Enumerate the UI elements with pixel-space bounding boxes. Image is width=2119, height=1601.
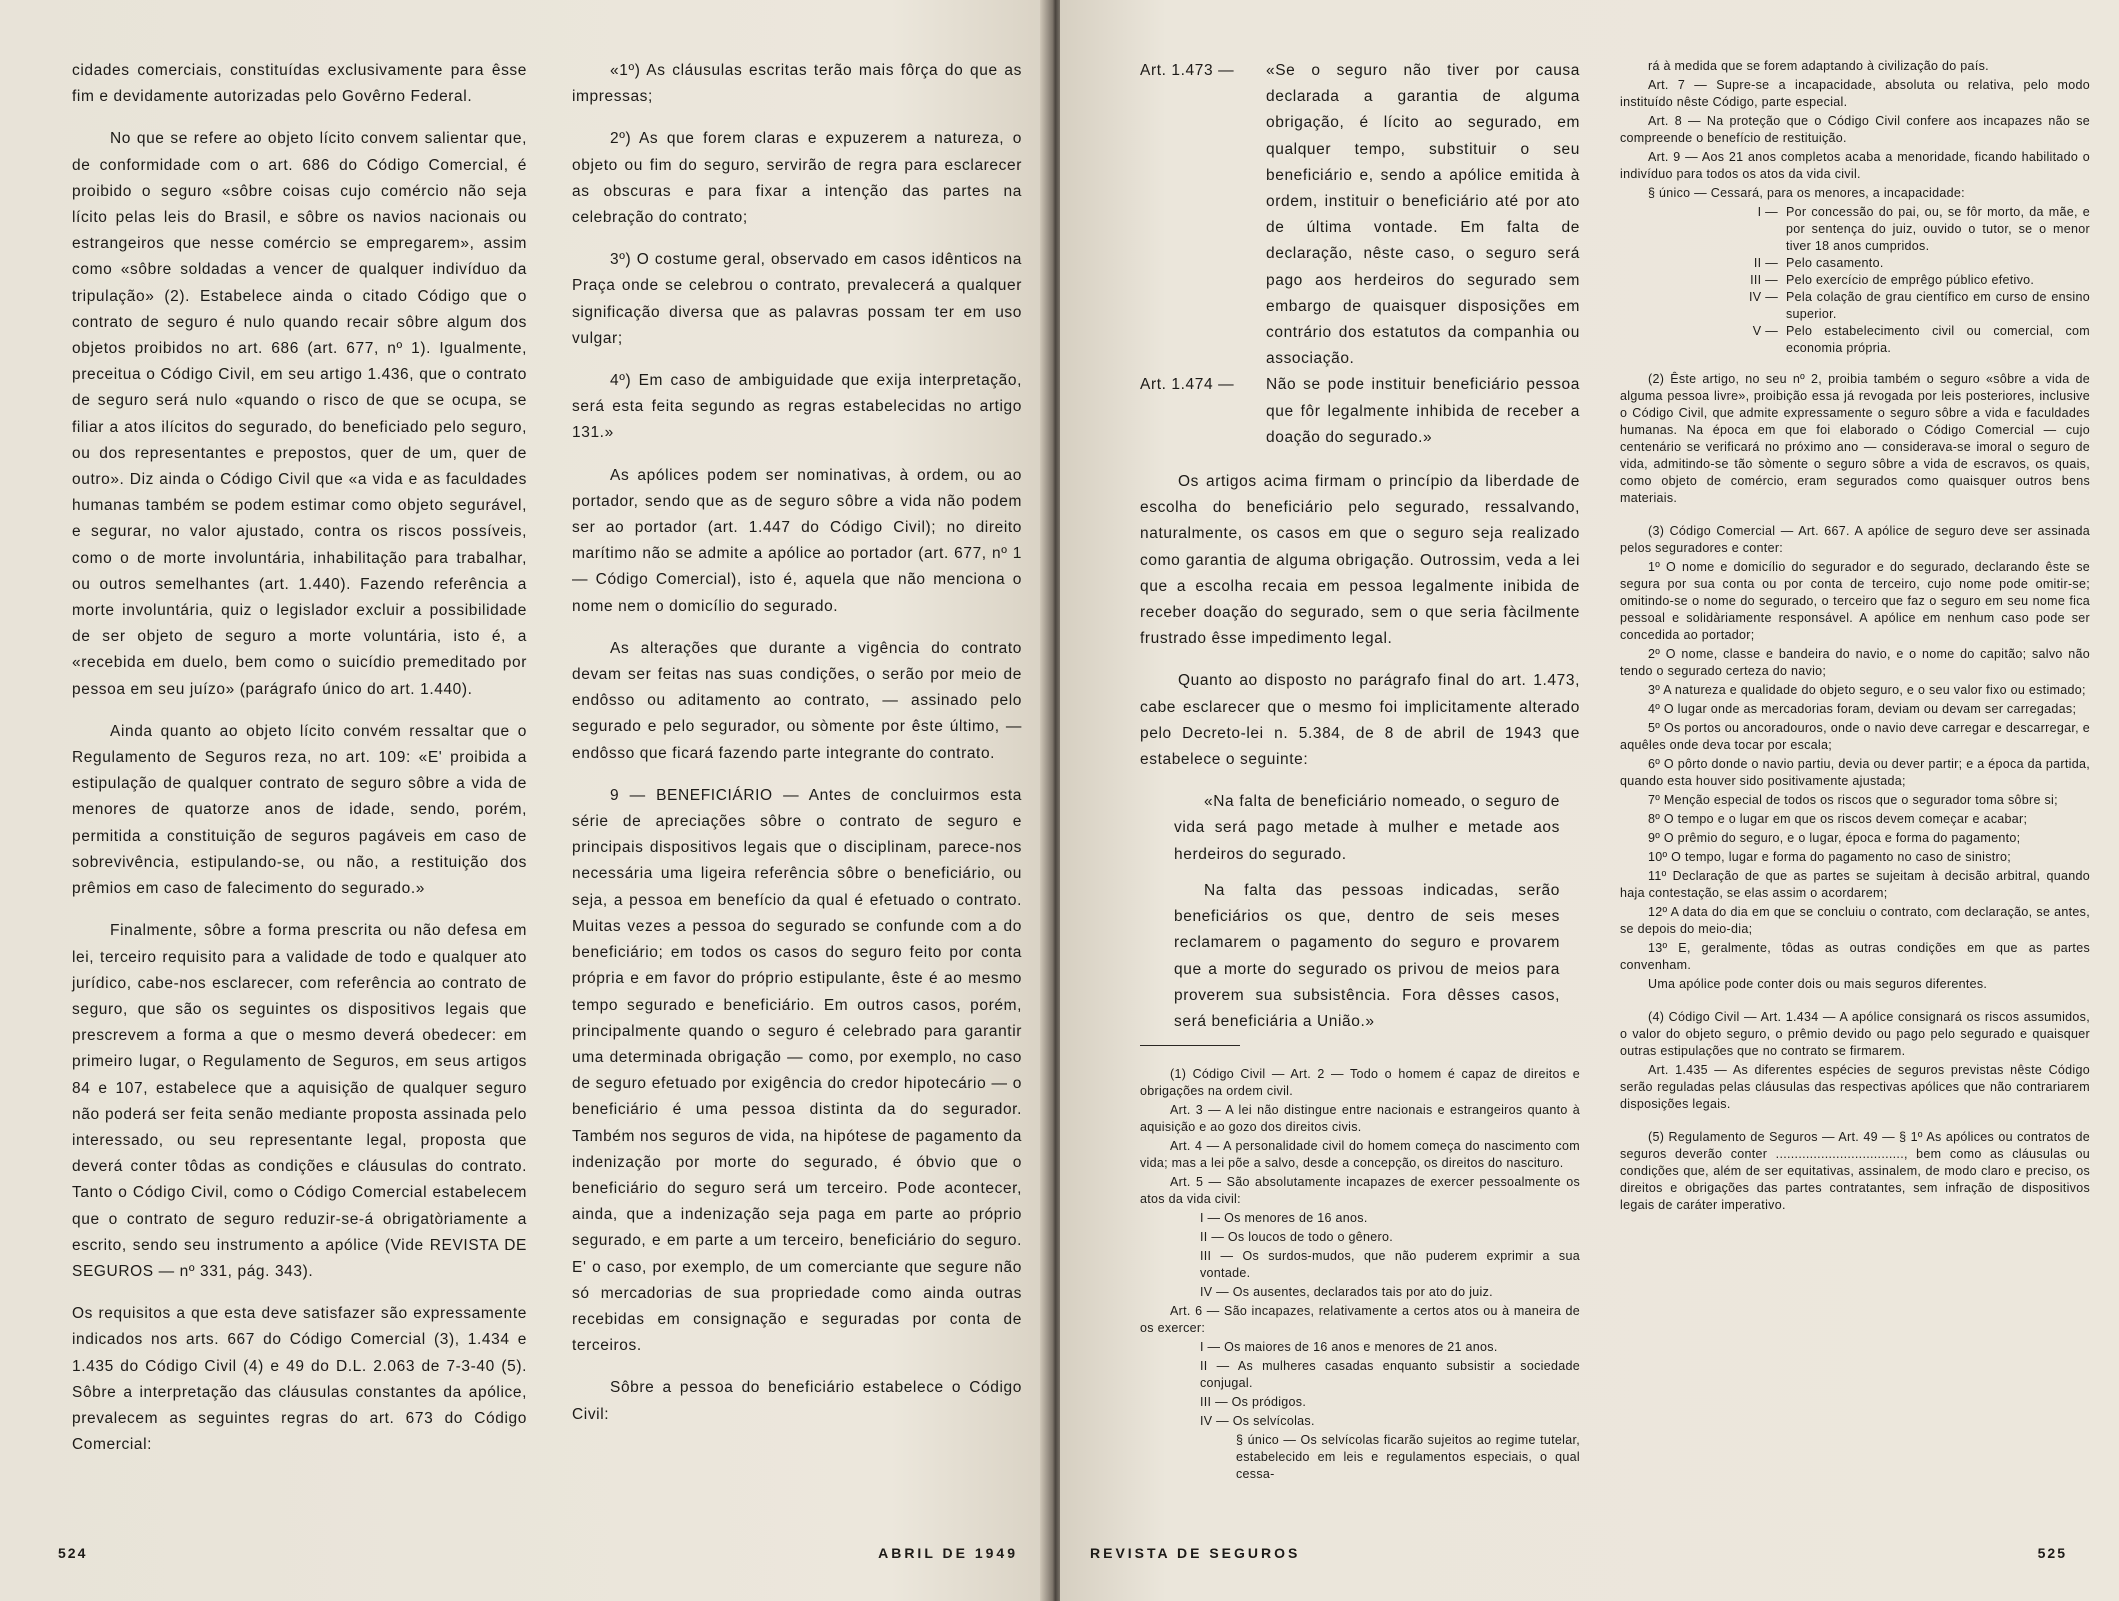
footnote-line: (3) Código Comercial — Art. 667. A apólice de seguro deve ser assinada pelos seguradores e conter: — [1620, 524, 2090, 555]
left-page — [0, 0, 1048, 1601]
footnote-line: § único — Os selvícolas ficarão sujeitos ao regime tutelar, estabelecido em leis e regulamentos especiais, o qual cessa- — [1236, 1433, 1580, 1482]
paragraph: Quanto ao disposto no parágrafo final do art. 1.473, cabe esclarecer que o mesmo foi implicitamente alterado pelo Decreto-lei n. 5.384, de 8 de abril de 1943 que estabelece o seguinte: — [1140, 672, 1580, 769]
footnote-line: (2) Êste artigo, no seu nº 2, proibia também o seguro «sôbre a vida de alguma pessoa livre», proibição essa já revogada por leis posteriores, inclusive o Código Civil, que admite expressamente o seguro sôbre a vida e faculdades humanas. Na época em que foi elaborado o Código Comercial — cujo centenário se verificará no próximo ano — considerava-se imoral o seguro de vida, admitindo-se tão sòmente o seguro sôbre a vida de escravos, os quais, como objeto de comércio, eram segurados como quaisquer outros bens materiais. — [1620, 372, 2090, 505]
paragraph: Ainda quanto ao objeto lícito convém ressaltar que o Regulamento de Seguros reza, no art. 109: «E' proibida a estipulação de qualquer contrato de seguro sôbre a vida de menores de quatorze anos de idade, sendo, porém, permitida a constituição de seguros pagáveis em caso de sobrevivência, estipulando-se, ou não, a restituição dos prêmios em caso de falecimento do segurado.» — [72, 722, 527, 898]
right-column-2-footnotes — [1620, 58, 2090, 1216]
list-item: III — Os surdos-mudos, que não puderem exprimir a sua vontade. — [1200, 1249, 1580, 1281]
footnote-line: 1º O nome e domicílio do segurador e do segurado, declarando êste se segura por sua conta ou por conta de terceiro, cujo nome pode omitir-se; omitindo-se o nome do segurado, o terceiro que faz o seguro em seu nome fica pessoal e solidàriamente responsável. A apólice em nenhum caso pode ser concedida ao portador; — [1620, 560, 2090, 642]
footnote-line: 10º O tempo, lugar e forma do pagamento no caso de sinistro; — [1648, 850, 2012, 864]
footnote-line: 5º Os portos ou ancoradouros, onde o navio deve carregar e descarregar, e aquêles onde deva tocar por escala; — [1620, 721, 2090, 752]
footnote-line: 7º Menção especial de todos os riscos que o segurador toma sôbre si; — [1648, 793, 2058, 807]
footnote-line: Art. 4 — A personalidade civil do homem começa do nascimento com vida; mas a lei põe a salvo, desde a concepção, os direitos do nascituro. — [1140, 1139, 1580, 1171]
list-item — [1738, 255, 2090, 272]
footnote-line: Uma apólice pode conter dois ou mais seguros diferentes. — [1648, 977, 1988, 991]
list-item — [1738, 289, 2090, 323]
left-column-1 — [72, 58, 527, 1474]
list-item: IV — Os selvícolas. — [1200, 1414, 1315, 1429]
page-number-left: 524 — [58, 1545, 88, 1561]
footnote-line: 4º O lugar onde as mercadorias foram, deviam ou devam ser carregadas; — [1648, 702, 2077, 716]
spacer — [1620, 509, 2090, 523]
quote-paragraph: Na falta das pessoas indicadas, serão beneficiários os que, dentro de seis meses reclamarem o pagamento do seguro e provarem que a morte do segurado os privou de meios para proverem sua subsistência. Fora dêsses casos, será beneficiária a União.» — [1174, 881, 1560, 1030]
footnote-separator — [1140, 1045, 1240, 1046]
footnote-line: 6º O pôrto donde o navio partiu, devia ou dever partir; e a época da partida, quando esta houver sido positivamente ajustada; — [1620, 757, 2090, 788]
footnote-line: Art. 6 — São incapazes, relativamente a certos atos ou à maneira de os exercer: — [1140, 1304, 1580, 1336]
paragraph: Finalmente, sôbre a forma prescrita ou não defesa em lei, terceiro requisito para a validade de todo e qualquer ato jurídico, cabe-nos esclarecer, com referência ao contrato de seguro, que são os seguintes os dispositivos legais que prescrevem a forma a que o mesmo deverá obedecer: em primeiro lugar, o Regulamento de Seguros, em seus artigos 84 e 107, estabelece que a aquisição de qualquer seguro não poderá ser feita senão mediante proposta assinada pelo interessado, ou seu representante legal, proposta que deverá conter tôdas as condições e cláusulas do contrato. Tanto o Código Civil, como o Código Comercial estabelecem que o contrato de seguro reduzir-se-á obrigatòriamente a escrito, sendo seu instrumento a apólice (Vide REVISTA DE SEGUROS — nº 331, pág. 343). — [72, 922, 527, 1280]
list-item: II — As mulheres casadas enquanto subsistir a sociedade conjugal. — [1200, 1359, 1580, 1391]
list-item: IV — Os ausentes, declarados tais por ato do juiz. — [1200, 1285, 1493, 1300]
paragraph: Sôbre a pessoa do beneficiário estabelece o Código Civil: — [572, 1379, 1022, 1423]
article-text: Não se pode instituir beneficiário pessoa que fôr legalmente inhibida de receber a doação do segurado.» — [1266, 376, 1580, 446]
right-column-1 — [1140, 58, 1580, 1485]
item-number: I — — [1757, 205, 1778, 219]
footnote-line: Art. 8 — Na proteção que o Código Civil confere aos incapazes não se compreende o benefício de restituição. — [1620, 114, 2090, 145]
item-text: Pela colação de grau científico em curso de ensino superior. — [1786, 290, 2090, 321]
footnote-line: 2º O nome, classe e bandeira do navio, e o nome do capitão; salvo não tendo o segurado certeza do navio; — [1620, 647, 2090, 678]
paragraph: 9 — BENEFICIÁRIO — Antes de concluirmos esta série de apreciações sôbre o contrato de seguro e principais dispositivos legais que o disciplinam, parece-nos necessária uma ligeira referência sôbre o beneficiário, ou seja, a pessoa em benefício da qual é efetuado o contrato. Muitas vezes a pessoa do segurado se confunde com a do beneficiário; em todos os casos do seguro feito por conta própria e em favor do próprio estipulante, êste é ao mesmo tempo segurado e beneficiário. Em outros casos, porém, principalmente quando o seguro é celebrado para garantir uma determinada obrigação — como, por exemplo, no caso de seguro efetuado por exigência do credor hipotecário — o beneficiário é uma pessoa distinta da do segurador. Também nos seguros de vida, na hipótese de pagamento da indenização por morte do segurado, é óbvio que o beneficiário do seguro será um terceiro. Pode acontecer, ainda, que a indenização seja paga em parte ao próprio segurado, e em parte a um terceiro, beneficiário do seguro. E' o caso, por exemplo, de um comerciante que segure não só mercadorias de sua propriedade como ainda outras recebidas em consignação e seguradas por conta de terceiros. — [572, 786, 1022, 1355]
paragraph: 3º) O costume geral, observado em casos idênticos na Praça onde se celebrou o contrato, prevalecerá a qualquer significação diversa que as palavras possam ter em uso vulgar; — [572, 251, 1022, 347]
footnote-line: 8º O tempo e o lugar em que os riscos devem começar e acabar; — [1648, 812, 2028, 826]
left-column-2 — [572, 58, 1022, 1444]
footnote-line: 12º A data do dia em que se concluiu o contrato, com declaração, se antes, se depois do meio-dia; — [1620, 905, 2090, 936]
footnote-line: Art. 3 — A lei não distingue entre nacionais e estrangeiros quanto à aquisição e ao gozo dos direitos civis. — [1140, 1103, 1580, 1135]
list-item — [1738, 204, 2090, 255]
paragraph: Os artigos acima firmam o princípio da liberdade de escolha do beneficiário pelo segurado, ressalvando, naturalmente, os casos em que o seguro seja realizado como garantia de alguma obrigação. Outrossim, veda a lei que a escolha recaia em pessoa legalmente inibida de receber doação do segurado, sem o que seria fàcilmente frustrado êsse impedimento legal. — [1140, 473, 1580, 648]
list-item: I — Os maiores de 16 anos e menores de 21 anos. — [1200, 1340, 1498, 1355]
paragraph: «1º) As cláusulas escritas terão mais fôrça do que as impressas; — [572, 62, 1022, 106]
footnote-1 — [1140, 1066, 1580, 1483]
paragraph: No que se refere ao objeto lícito convem salientar que, de conformidade com o art. 686 do Código Comercial, é proibido o seguro «sôbre coisas cujo comércio não seja lícito pelas leis do Brasil, e sôbre os navios nacionais ou estrangeiros que nesse comércio se empregarem», assim como «sôbre soldadas a vencer de qualquer indivíduo da tripulação» (2). Estabelece ainda o citado Código que o contrato de seguro é nulo quando recair sôbre algum dos objetos proibidos no art. 686 (art. 677, nº 1). Igualmente, preceitua o Código Civil, em seu artigo 1.436, que o contrato de seguro será nulo «quando o risco de que se ocupa, se filiar a atos ilícitos do segurado, do beneficiado pelo seguro, ou dos representantes e prepostos, quer de um, quer de outro». Diz ainda o Código Civil que «a vida e as faculdades humanas também se podem estimar como objeto segurável, e segurar, no valor ajustado, contra os riscos possíveis, como o de morte involuntária, inhabilitação para trabalhar, ou outros semelhantes (art. 1.440). Fazendo referência a morte involuntária, quiz o legislador excluir a possibilidade de ser objeto de seguro a morte voluntária, isto é, a «recebida em duelo, bem como o suicídio premeditado por pessoa em seu juízo» (parágrafo único do art. 1.440). — [72, 130, 527, 698]
footnote-line: 3º A natureza e qualidade do objeto seguro, e o seu valor fixo ou estimado; — [1648, 683, 2086, 697]
page-number-right: 525 — [2037, 1545, 2067, 1561]
item-text: Por concessão do pai, ou, se fôr morto, da mãe, e por sentença do juiz, ouvido o tutor, se o menor tiver 18 anos cumpridos. — [1786, 205, 2090, 253]
list-item: III — Os pródigos. — [1200, 1395, 1307, 1410]
list-item: II — Os loucos de todo o gênero. — [1200, 1230, 1394, 1245]
footnote-line: 13º E, geralmente, tôdas as outras condições em que as partes convenham. — [1620, 941, 2090, 972]
article-label: Art. 1.474 — — [1140, 376, 1235, 394]
paragraph: 4º) Em caso de ambiguidade que exija interpretação, será esta feita segundo as regras estabelecidas no artigo 131.» — [572, 372, 1022, 442]
article-1474 — [1140, 372, 1580, 451]
block-quote — [1174, 789, 1560, 1035]
list-item — [1738, 323, 2090, 357]
paragraph: cidades comerciais, constituídas exclusivamente para êsse fim e devidamente autorizadas pelo Govêrno Federal. — [72, 62, 527, 106]
item-number: II — — [1753, 256, 1778, 270]
footnote-line: Art. 9 — Aos 21 anos completos acaba a menoridade, ficando habilitado o indivíduo para todos os atos da vida civil. — [1620, 150, 2090, 181]
right-page — [1060, 0, 2119, 1601]
spacer — [1620, 995, 2090, 1009]
spacer — [1620, 1115, 2090, 1129]
footnote-line: § único — Cessará, para os menores, a incapacidade: — [1648, 186, 1965, 200]
paragraph: 2º) As que forem claras e expuzerem a natureza, o objeto ou fim do seguro, servirão de regra para esclarecer as obscuras e para fixar a intenção das partes na celebração do contrato; — [572, 130, 1022, 227]
item-number: V — — [1752, 324, 1778, 338]
footnote-line: (5) Regulamento de Seguros — Art. 49 — § 1º As apólices ou contratos de seguros deverão conter .................................., bem como as cláusulas ou condições que, além de ser equitativas, assinalem, de modo claro e preciso, os direitos e obrigações das partes contratantes, sem infração de dispositivos legais de caráter imperativo. — [1620, 1130, 2090, 1212]
paragraph: Os requisitos a que esta deve satisfazer são expressamente indicados nos arts. 667 do Código Comercial (3), 1.434 e 1.435 do Código Civil (4) e 49 do D.L. 2.063 de 7-3-40 (5). Sôbre a interpretação das cláusulas constantes da apólice, prevalecem as seguintes regras do art. 673 do Código Comercial: — [72, 1305, 527, 1454]
list-item — [1738, 272, 2090, 289]
article-1473 — [1140, 58, 1580, 372]
footnote-line: (4) Código Civil — Art. 1.434 — A apólice consignará os riscos assumidos, o valor do objeto seguro, o prêmio devido ou pago pelo segurado e quaisquer outras estipulações que no contrato se firmarem. — [1620, 1010, 2090, 1058]
footnote-line: Art. 5 — São absolutamente incapazes de exercer pessoalmente os atos da vida civil: — [1140, 1175, 1580, 1207]
issue-date: ABRIL DE 1949 — [878, 1545, 1018, 1561]
footnote-line: (1) Código Civil — Art. 2 — Todo o homem é capaz de direitos e obrigações na ordem civil. — [1140, 1067, 1580, 1099]
footnote-line: Art. 1.435 — As diferentes espécies de seguros previstas nêste Código serão reguladas pelas cláusulas das respectivas apólices que não contrariarem disposições legais. — [1620, 1063, 2090, 1111]
journal-title: REVISTA DE SEGUROS — [1090, 1545, 1301, 1561]
spacer — [1620, 357, 2090, 371]
item-text: Pelo casamento. — [1786, 256, 1884, 270]
item-number: III — — [1750, 273, 1778, 287]
footnote-line: rá à medida que se forem adaptando à civilização do país. — [1648, 59, 1989, 73]
footnote-line: 11º Declaração de que as partes se sujeitam à decisão arbitral, quando haja contestação, se elas assim o acordarem; — [1620, 869, 2090, 900]
footnote-line: 9º O prêmio do seguro, e o lugar, época e forma do pagamento; — [1648, 831, 2021, 845]
item-text: Pelo estabelecimento civil ou comercial, com economia própria. — [1786, 324, 2090, 355]
paragraph: As apólices podem ser nominativas, à ordem, ou ao portador, sendo que as de seguro sôbre a vida não podem ser ao portador (art. 1.447 do Código Civil); no direito marítimo não se admite a apólice ao portador (art. 677, nº 1 — Código Comercial), isto é, aquela que não menciona o nome nem o domicílio do segurado. — [572, 466, 1022, 615]
article-label: Art. 1.473 — — [1140, 62, 1235, 79]
item-text: Pelo exercício de emprêgo público efetivo. — [1786, 273, 2035, 287]
footnote-line: Art. 7 — Supre-se a incapacidade, absoluta ou relativa, pelo modo instituído nêste Código, parte especial. — [1620, 78, 2090, 109]
paragraph: As alterações que durante a vigência do contrato devam ser feitas nas suas condições, o serão por meio de endôsso ou aditamento ao contrato, — assinado pelo segurado e pelo segurador, ou sòmente por êste último, — endôsso que ficará fazendo parte integrante do contrato. — [572, 639, 1022, 762]
item-number: IV — — [1749, 290, 1778, 304]
list-item: I — Os menores de 16 anos. — [1200, 1211, 1368, 1226]
quote-paragraph: «Na falta de beneficiário nomeado, o seguro de vida será pago metade à mulher e metade aos herdeiros do segurado. — [1174, 793, 1560, 863]
article-text: «Se o seguro não tiver por causa declarada a garantia de alguma obrigação, é lícito ao segurado, em qualquer tempo, substituir o seu beneficiário e, sendo a apólice emitida à ordem, instituir o beneficiário até por ato de última vontade. Em falta de declaração, nêste caso, o seguro será pago aos herdeiros do segurado sem embargo de quaisquer disposições em contrário dos estatutos da companhia ou associação. — [1266, 62, 1580, 368]
